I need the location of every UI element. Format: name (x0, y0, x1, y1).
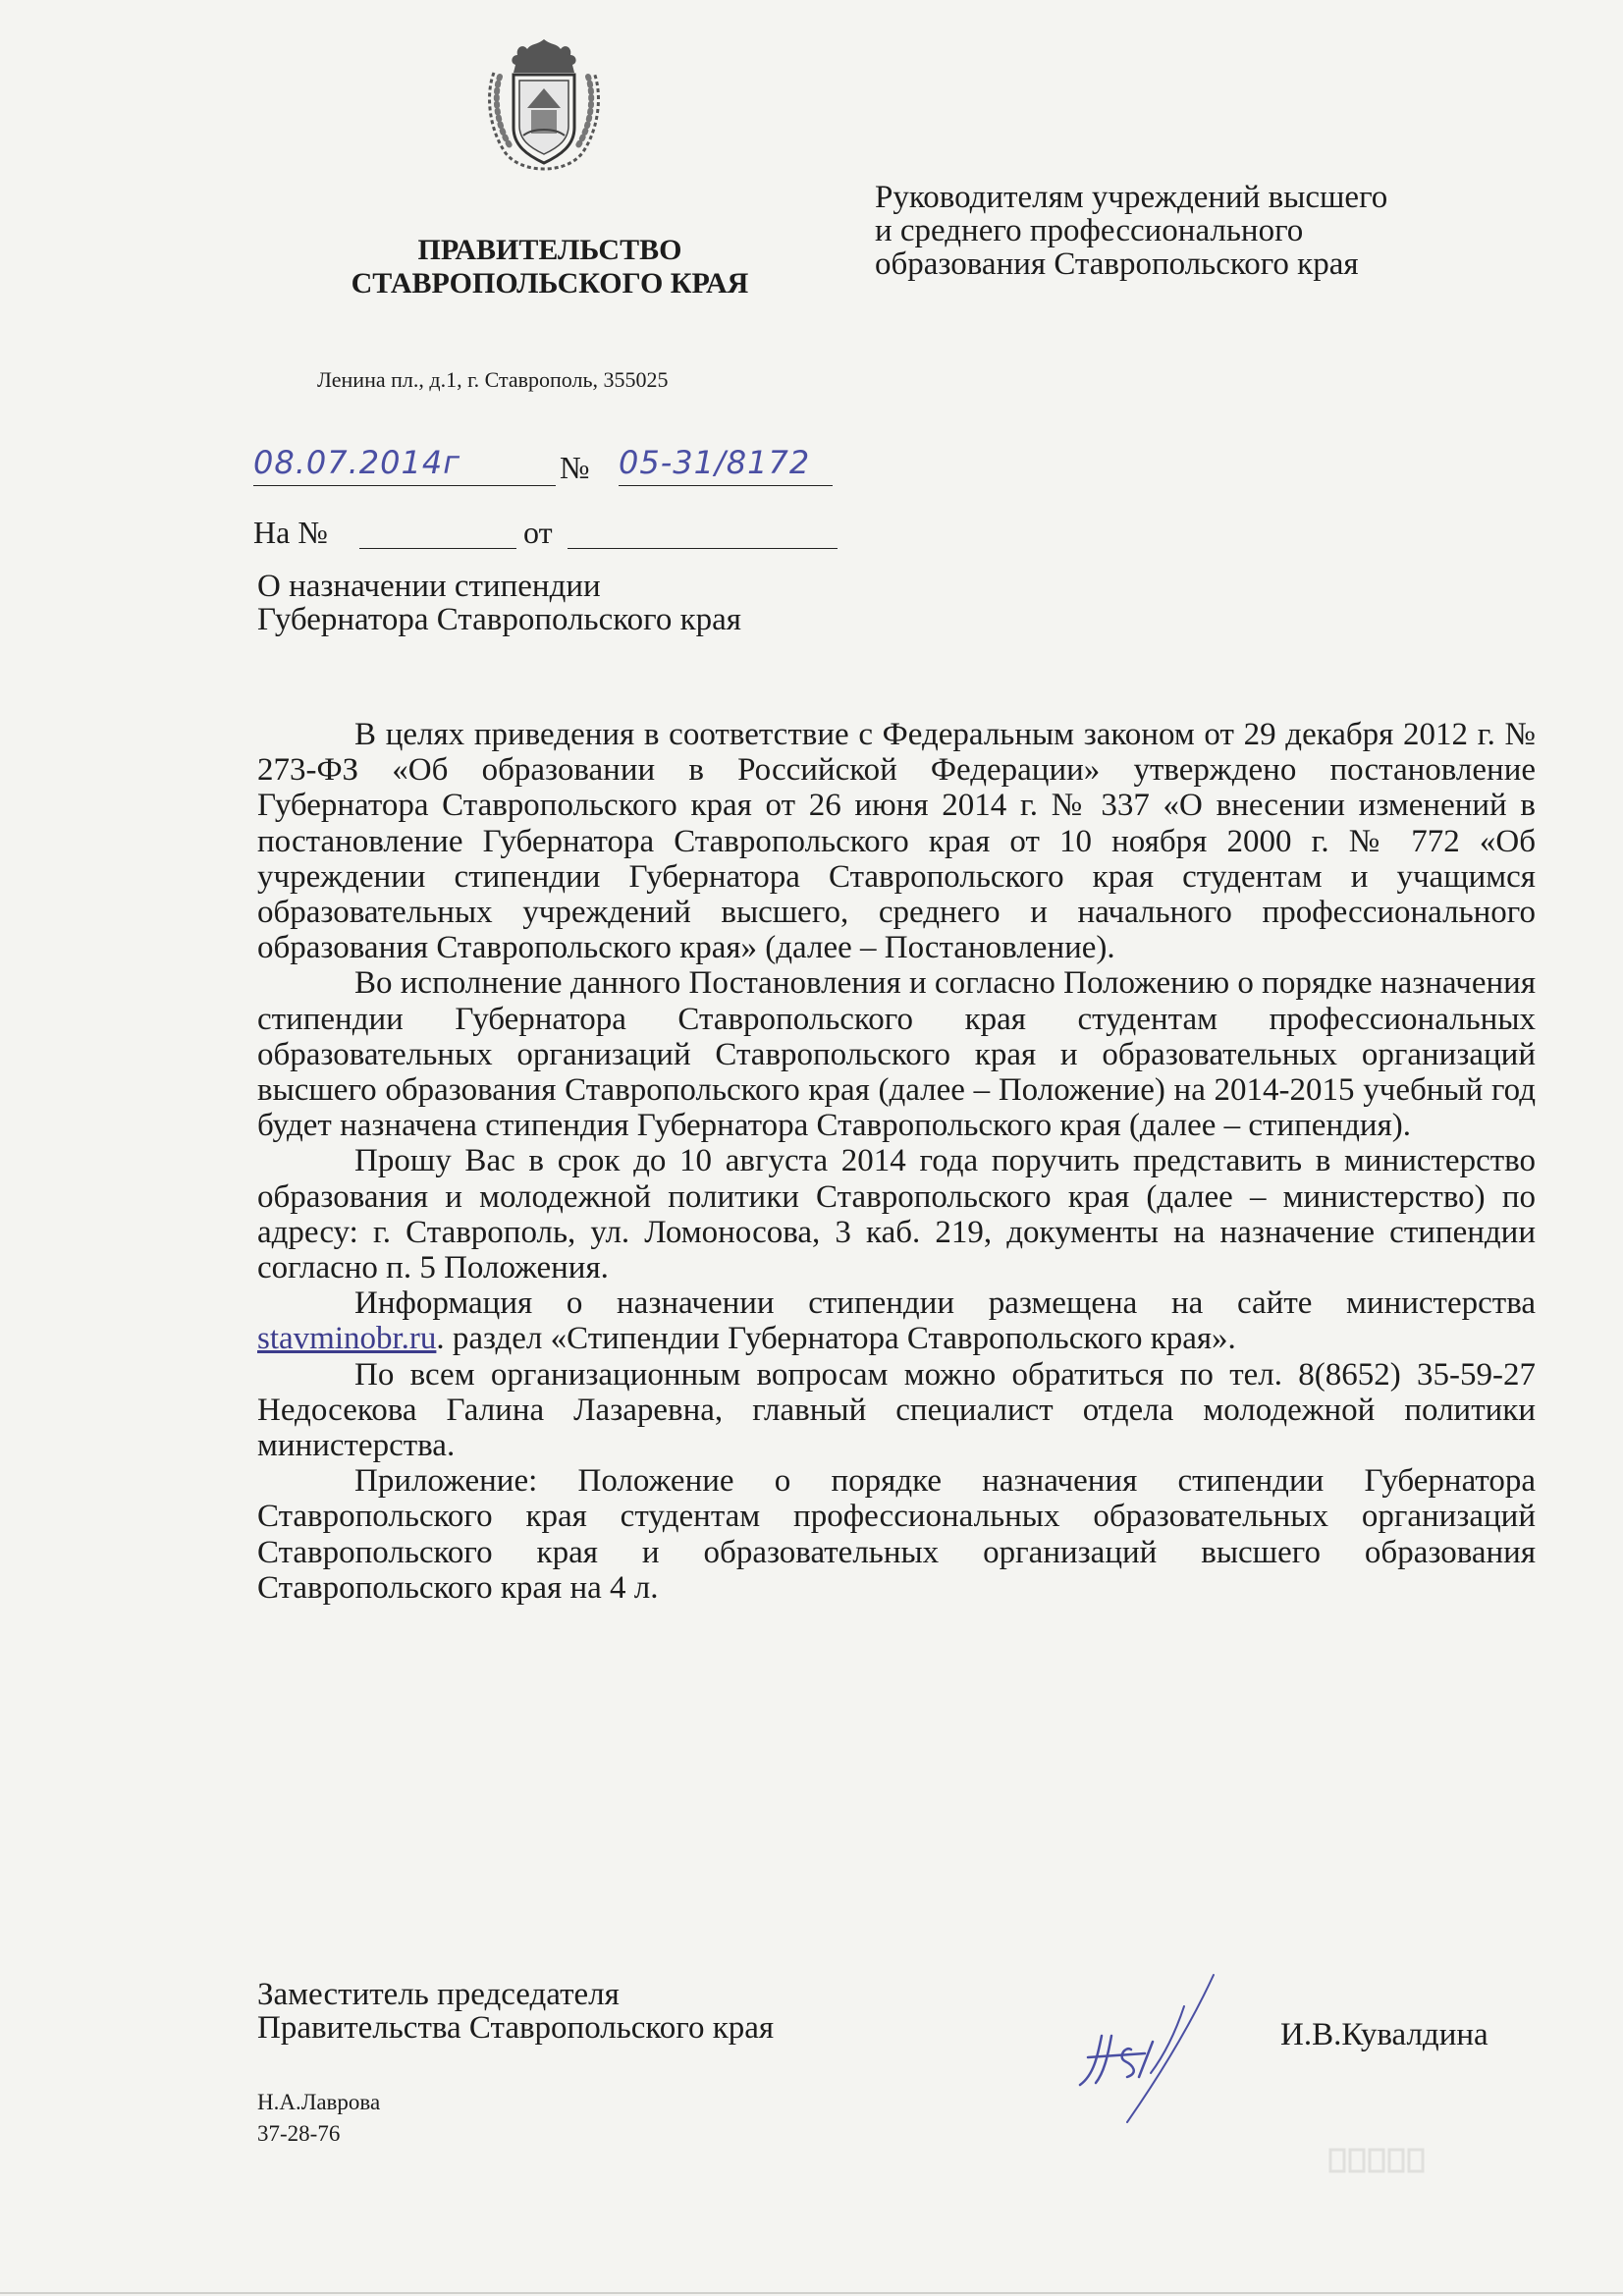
reply-number-blank (359, 548, 516, 549)
registration-number: 05-31/8172 (619, 444, 811, 481)
subject-line-1: О назначении стипендии (257, 569, 601, 604)
reply-date-blank (568, 548, 838, 549)
handwritten-signature-icon (1068, 1967, 1225, 2124)
registration-date: 08.07.2014г (253, 444, 461, 481)
addressee-block (875, 181, 1387, 281)
reply-number-label: На № (253, 515, 328, 550)
reply-reference-line (253, 515, 838, 554)
letter-body (257, 717, 1536, 1606)
subject-line-2: Губернатора Ставропольского края (257, 602, 741, 637)
position-line-2: Правительства Ставропольского края (257, 2010, 775, 2046)
registration-line (253, 444, 833, 493)
body-paragraph-2: Во исполнение данного Постановления и согласно Положению о порядке назначения стипендии Губернатора Ставропольского края студентам профессиональных образовательных организаций Ставропольского края и образовательных организаций высшего образования Ставропольского края (далее – Положение) на 2014-2015 учебный год будет назначена стипендия Губернатора Ставропольского края (далее – стипендия). (257, 965, 1536, 1144)
scan-edge (0, 2292, 1623, 2294)
date-underline (253, 485, 556, 486)
body-paragraph-4 (257, 1285, 1536, 1356)
faint-registration-stamp-icon (1328, 2144, 1432, 2177)
executor-name: Н.А.Лаврова (257, 2090, 381, 2114)
body-paragraph-5: По всем организационным вопросам можно обратиться по тел. 8(8652) 35-59-27 Недосекова Галина Лазаревна, главный специалист отдела молодежной политики министерства. (257, 1356, 1536, 1464)
body-paragraph-3: Прошу Вас в срок до 10 августа 2014 года поручить представить в министерство образования и молодежной политики Ставропольского края (далее – министерство) по адресу: г. Ставрополь, ул. Ломоносова, 3 каб. 219, документы на назначение стипендии согласно п. 5 Положения. (257, 1143, 1536, 1286)
ministry-website-link[interactable]: stavminobr.ru (257, 1321, 437, 1357)
signatory-position (257, 1978, 774, 2045)
signer-name: И.В.Кувалдина (1280, 2017, 1488, 2052)
reply-date-label: от (523, 515, 553, 550)
registration-number-label: № (560, 450, 590, 485)
addressee-line-1: Руководителям учреждений высшего (875, 180, 1388, 215)
executor-phone: 37-28-76 (257, 2121, 341, 2146)
org-line-1: ПРАВИТЕЛЬСТВО (417, 234, 682, 266)
organization-name (324, 234, 776, 301)
coat-of-arms-icon (484, 33, 604, 171)
number-underline (619, 485, 833, 486)
paragraph-4-text-end: . раздел «Стипендии Губернатора Ставропольского края». (436, 1321, 1236, 1357)
body-paragraph-1: В целях приведения в соответствие с Федеральным законом от 29 декабря 2012 г. № 273-ФЗ «Об образовании в Российской Федерации» утверждено постановление Губернатора Ставропольского края от 26 июня 2014 г. № 337 «О внесении изменений в постановление Губернатора Ставропольского края от 10 ноября 2000 г. № 772 «Об учреждении стипендии Губернатора Ставропольского края студентам и учащимся образовательных учреждений высшего, среднего и начального профессионального образования Ставропольского края» (далее – Постановление). (257, 717, 1536, 966)
letter-subject (257, 570, 741, 636)
addressee-line-2: и среднего профессионального (875, 213, 1304, 248)
executor-block (257, 2087, 380, 2150)
org-line-2: СТАВРОПОЛЬСКОГО КРАЯ (351, 267, 749, 300)
body-paragraph-6: Приложение: Положение о порядке назначения стипендии Губернатора Ставропольского края студентам профессиональных образовательных организаций Ставропольского края и образовательных организаций высшего образования Ставропольского края на 4 л. (257, 1463, 1536, 1606)
position-line-1: Заместитель председателя (257, 1977, 620, 2012)
addressee-line-3: образования Ставропольского края (875, 246, 1359, 282)
paragraph-4-text-start: Информация о назначении стипендии размещена на сайте министерства (354, 1285, 1536, 1322)
org-address: Ленина пл., д.1, г. Ставрополь, 355025 (317, 367, 669, 392)
